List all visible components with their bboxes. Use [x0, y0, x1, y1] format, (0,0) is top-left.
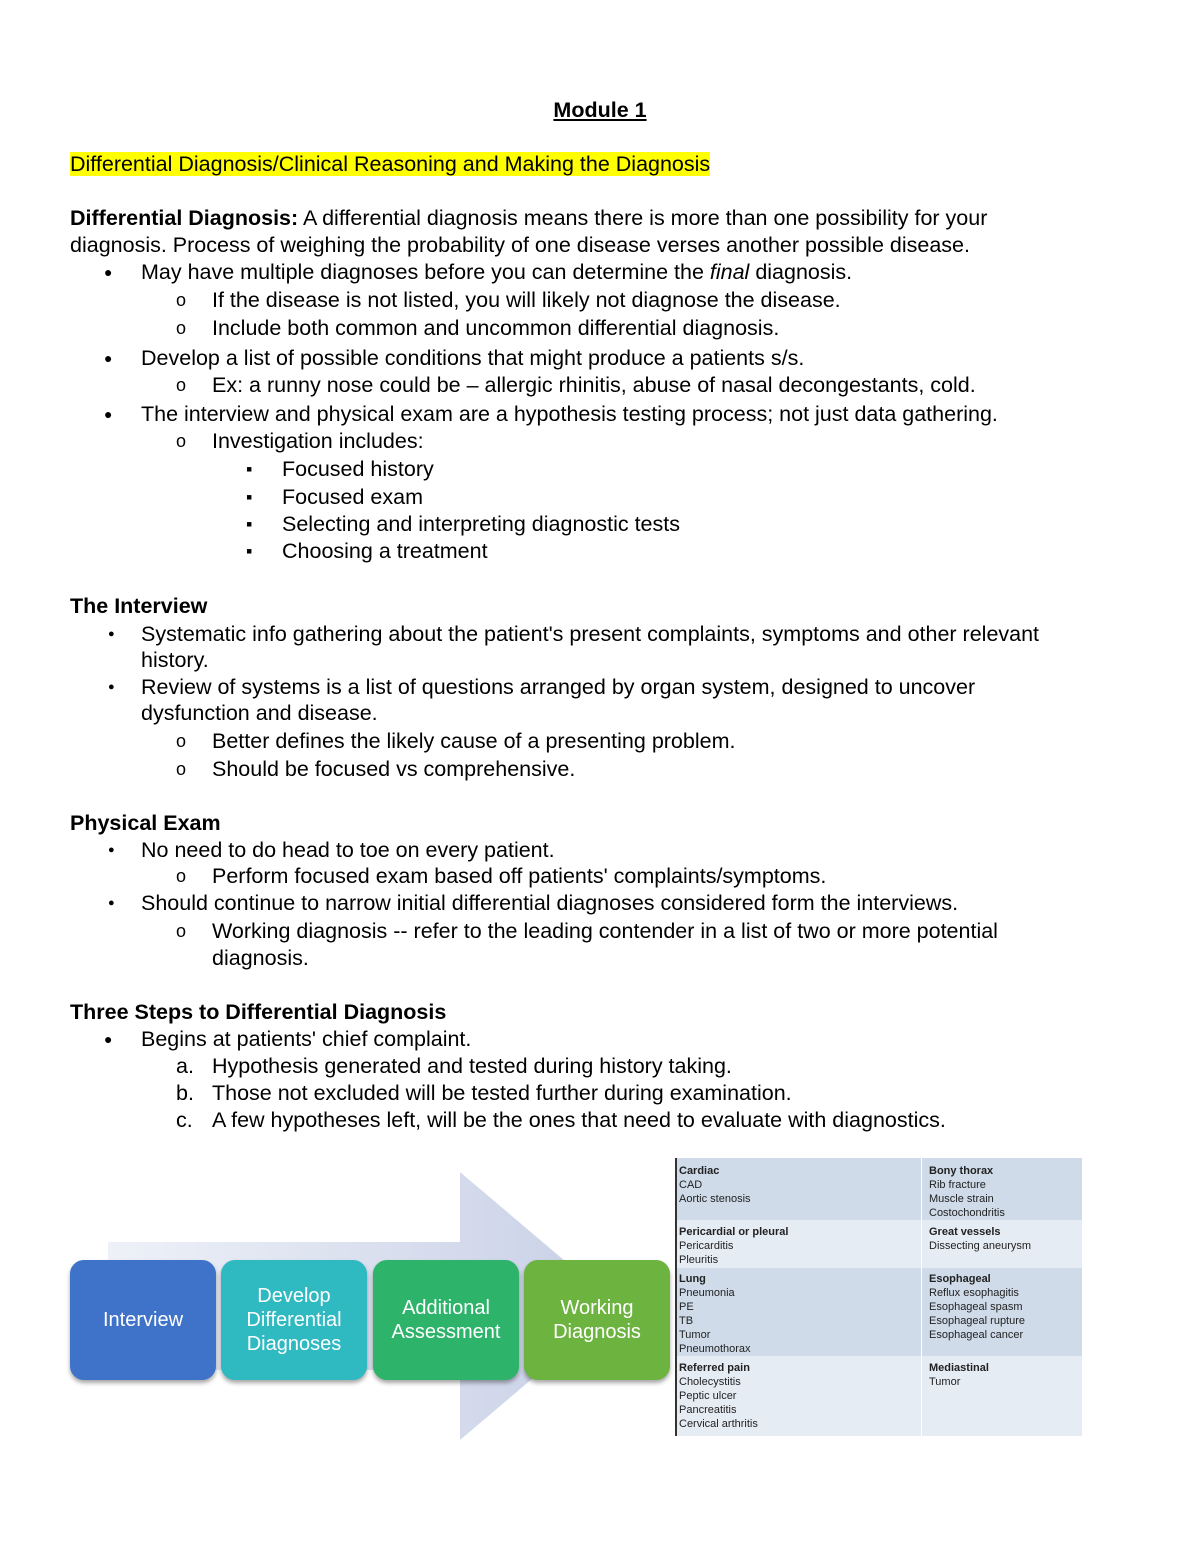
investigation-item: Selecting and interpreting diagnostic tests — [282, 512, 680, 536]
table-cell — [927, 1361, 989, 1389]
step-box-additional — [373, 1260, 519, 1380]
step-box-label: Interview — [102, 1309, 184, 1331]
investigation-item: Focused exam — [282, 485, 424, 509]
dd-paragraph-line1 — [70, 205, 987, 231]
bullet-dot — [108, 621, 115, 647]
step-box-label: Diagnosis — [553, 1321, 641, 1343]
interview-bullet-1b: history. — [141, 648, 209, 672]
exam-sub-1: Perform focused exam based off patients' complaints/symptoms. — [212, 864, 827, 888]
bullet-square — [246, 456, 252, 483]
dd-text-2: diagnosis. Process of weighing the probability of one disease verses another possible disease. — [70, 233, 970, 257]
bullet-square — [246, 538, 252, 565]
bullet-dot — [104, 1026, 112, 1052]
cell-heading: Lung — [679, 1273, 706, 1285]
column-divider — [921, 1158, 922, 1436]
dd-sub-3: Ex: a runny nose could be – allergic rhinitis, abuse of nasal decongestants, cold. — [212, 373, 976, 397]
steps-item: A few hypotheses left, will be the ones that need to evaluate with diagnostics. — [212, 1108, 946, 1132]
bullet-dot — [108, 837, 115, 863]
step-box-label: Develop — [257, 1285, 331, 1307]
cell-item: Peptic ulcer — [679, 1390, 737, 1402]
exam-heading: Physical Exam — [70, 811, 221, 835]
section-subtitle — [70, 151, 710, 177]
cell-item: Cholecystitis — [679, 1376, 741, 1388]
bullet-dot — [104, 345, 112, 371]
cell-heading: Pericardial or pleural — [679, 1226, 789, 1238]
cell-item: Tumor — [679, 1329, 711, 1341]
exam-bullet-1: No need to do head to toe on every patient. — [141, 838, 555, 862]
bullet-circle — [176, 372, 186, 399]
cell-heading: Referred pain — [679, 1362, 750, 1374]
step-box-label: Assessment — [391, 1321, 501, 1343]
interview-bullet-2a: Review of systems is a list of questions arranged by organ system, designed to uncover — [141, 675, 976, 699]
cell-item: Muscle strain — [929, 1193, 994, 1205]
highlighted-subtitle: Differential Diagnosis/Clinical Reasoning and Making the Diagnosis — [70, 152, 711, 176]
exam-sub-2b: diagnosis. — [212, 946, 309, 970]
table-cell — [927, 1225, 1031, 1253]
cell-heading: Bony thorax — [929, 1165, 994, 1177]
step-box-label: Additional — [402, 1297, 490, 1319]
dd-bullet-1-em: final — [709, 260, 750, 284]
interview-bullet-1a: Systematic info gathering about the patient's present complaints, symptoms and other relevant — [141, 622, 1040, 646]
dd-text-1: A differential diagnosis means there is more than one possibility for your — [298, 206, 988, 230]
cell-item: Reflux esophagitis — [929, 1287, 1019, 1299]
bullet-circle — [176, 428, 186, 455]
interview-sub-1: Better defines the likely cause of a presenting problem. — [212, 729, 736, 753]
table-cell — [927, 1164, 1005, 1220]
dd-label: Differential Diagnosis: — [70, 206, 299, 230]
enum-marker: c. — [176, 1108, 193, 1132]
exam-sub-2a: Working diagnosis -- refer to the leading contender in a list of two or more potential — [212, 919, 998, 943]
cell-item: Pancreatitis — [679, 1404, 737, 1416]
step-box-working — [524, 1260, 670, 1380]
investigation-item: Focused history — [282, 457, 434, 481]
cell-item: Tumor — [929, 1376, 961, 1388]
cell-item: Esophageal cancer — [929, 1329, 1024, 1341]
interview-heading: The Interview — [70, 594, 208, 618]
cell-item: Pneumothorax — [679, 1343, 751, 1355]
cell-item: Cervical arthritis — [679, 1418, 758, 1430]
cell-item: Pneumonia — [679, 1287, 735, 1299]
cell-item: Rib fracture — [929, 1179, 986, 1191]
table-cell — [677, 1164, 751, 1206]
steps-bullet-1: Begins at patients' chief complaint. — [141, 1027, 472, 1051]
enum-marker: a. — [176, 1054, 194, 1078]
bullet-circle — [176, 863, 186, 890]
cell-item: Esophageal rupture — [929, 1315, 1026, 1327]
bullet-dot — [108, 674, 115, 700]
bullet-dot — [108, 890, 115, 916]
cell-item: PE — [679, 1301, 694, 1313]
step-box-interview — [70, 1260, 216, 1380]
cell-item: Costochondritis — [929, 1207, 1005, 1219]
step-box-develop — [221, 1260, 367, 1380]
dd-sub-1: If the disease is not listed, you will likely not diagnose the disease. — [212, 288, 841, 312]
bullet-circle — [176, 756, 186, 783]
dd-bullet-1 — [141, 259, 852, 285]
cell-item: TB — [679, 1315, 694, 1327]
steps-heading: Three Steps to Differential Diagnosis — [70, 1000, 447, 1024]
cell-heading: Cardiac — [679, 1165, 720, 1177]
table-cell — [927, 1272, 1025, 1342]
table-cell — [677, 1361, 758, 1431]
process-diagram — [68, 1172, 668, 1440]
interview-bullet-2b: dysfunction and disease. — [141, 701, 378, 725]
dd-bullet-3: The interview and physical exam are a hypothesis testing process; not just data gathering. — [141, 402, 998, 426]
page-title: Module 1 — [553, 98, 647, 122]
dd-sub-4: Investigation includes: — [212, 429, 424, 453]
cell-item: Dissecting aneurysm — [929, 1240, 1032, 1252]
dd-bullet-2: Develop a list of possible conditions that might produce a patients s/s. — [141, 346, 805, 370]
table-cell — [677, 1225, 788, 1267]
dd-bullet-1-pre: May have multiple diagnoses before you can determine the — [141, 260, 710, 284]
cell-item: Pleuritis — [679, 1254, 719, 1266]
step-box-label: Differential — [246, 1309, 342, 1331]
bullet-square — [246, 484, 252, 511]
cell-item: Esophageal spasm — [929, 1301, 1023, 1313]
cell-item: CAD — [679, 1179, 703, 1191]
bullet-circle — [176, 315, 186, 342]
steps-item: Hypothesis generated and tested during history taking. — [212, 1054, 732, 1078]
bullet-circle — [176, 918, 186, 945]
interview-sub-2: Should be focused vs comprehensive. — [212, 757, 576, 781]
bullet-dot — [104, 401, 112, 427]
enum-marker: b. — [176, 1081, 194, 1105]
cell-item: Aortic stenosis — [679, 1193, 751, 1205]
cell-heading: Great vessels — [929, 1226, 1001, 1238]
cell-heading: Esophageal — [929, 1273, 991, 1285]
steps-item: Those not excluded will be tested further during examination. — [212, 1081, 792, 1105]
differential-table — [675, 1158, 1082, 1436]
dd-sub-2: Include both common and uncommon differential diagnosis. — [212, 316, 780, 340]
bullet-square — [246, 511, 252, 538]
bullet-dot — [104, 259, 112, 285]
table-cell — [677, 1272, 751, 1356]
step-box-label: Working — [560, 1297, 634, 1319]
exam-bullet-2: Should continue to narrow initial differential diagnoses considered form the interviews. — [141, 891, 959, 915]
step-box-label: Diagnoses — [246, 1333, 342, 1355]
bullet-circle — [176, 287, 186, 314]
investigation-item: Choosing a treatment — [282, 539, 488, 563]
bullet-circle — [176, 728, 186, 755]
dd-bullet-1-post: diagnosis. — [749, 260, 853, 284]
cell-item: Pericarditis — [679, 1240, 734, 1252]
cell-heading: Mediastinal — [929, 1362, 989, 1374]
